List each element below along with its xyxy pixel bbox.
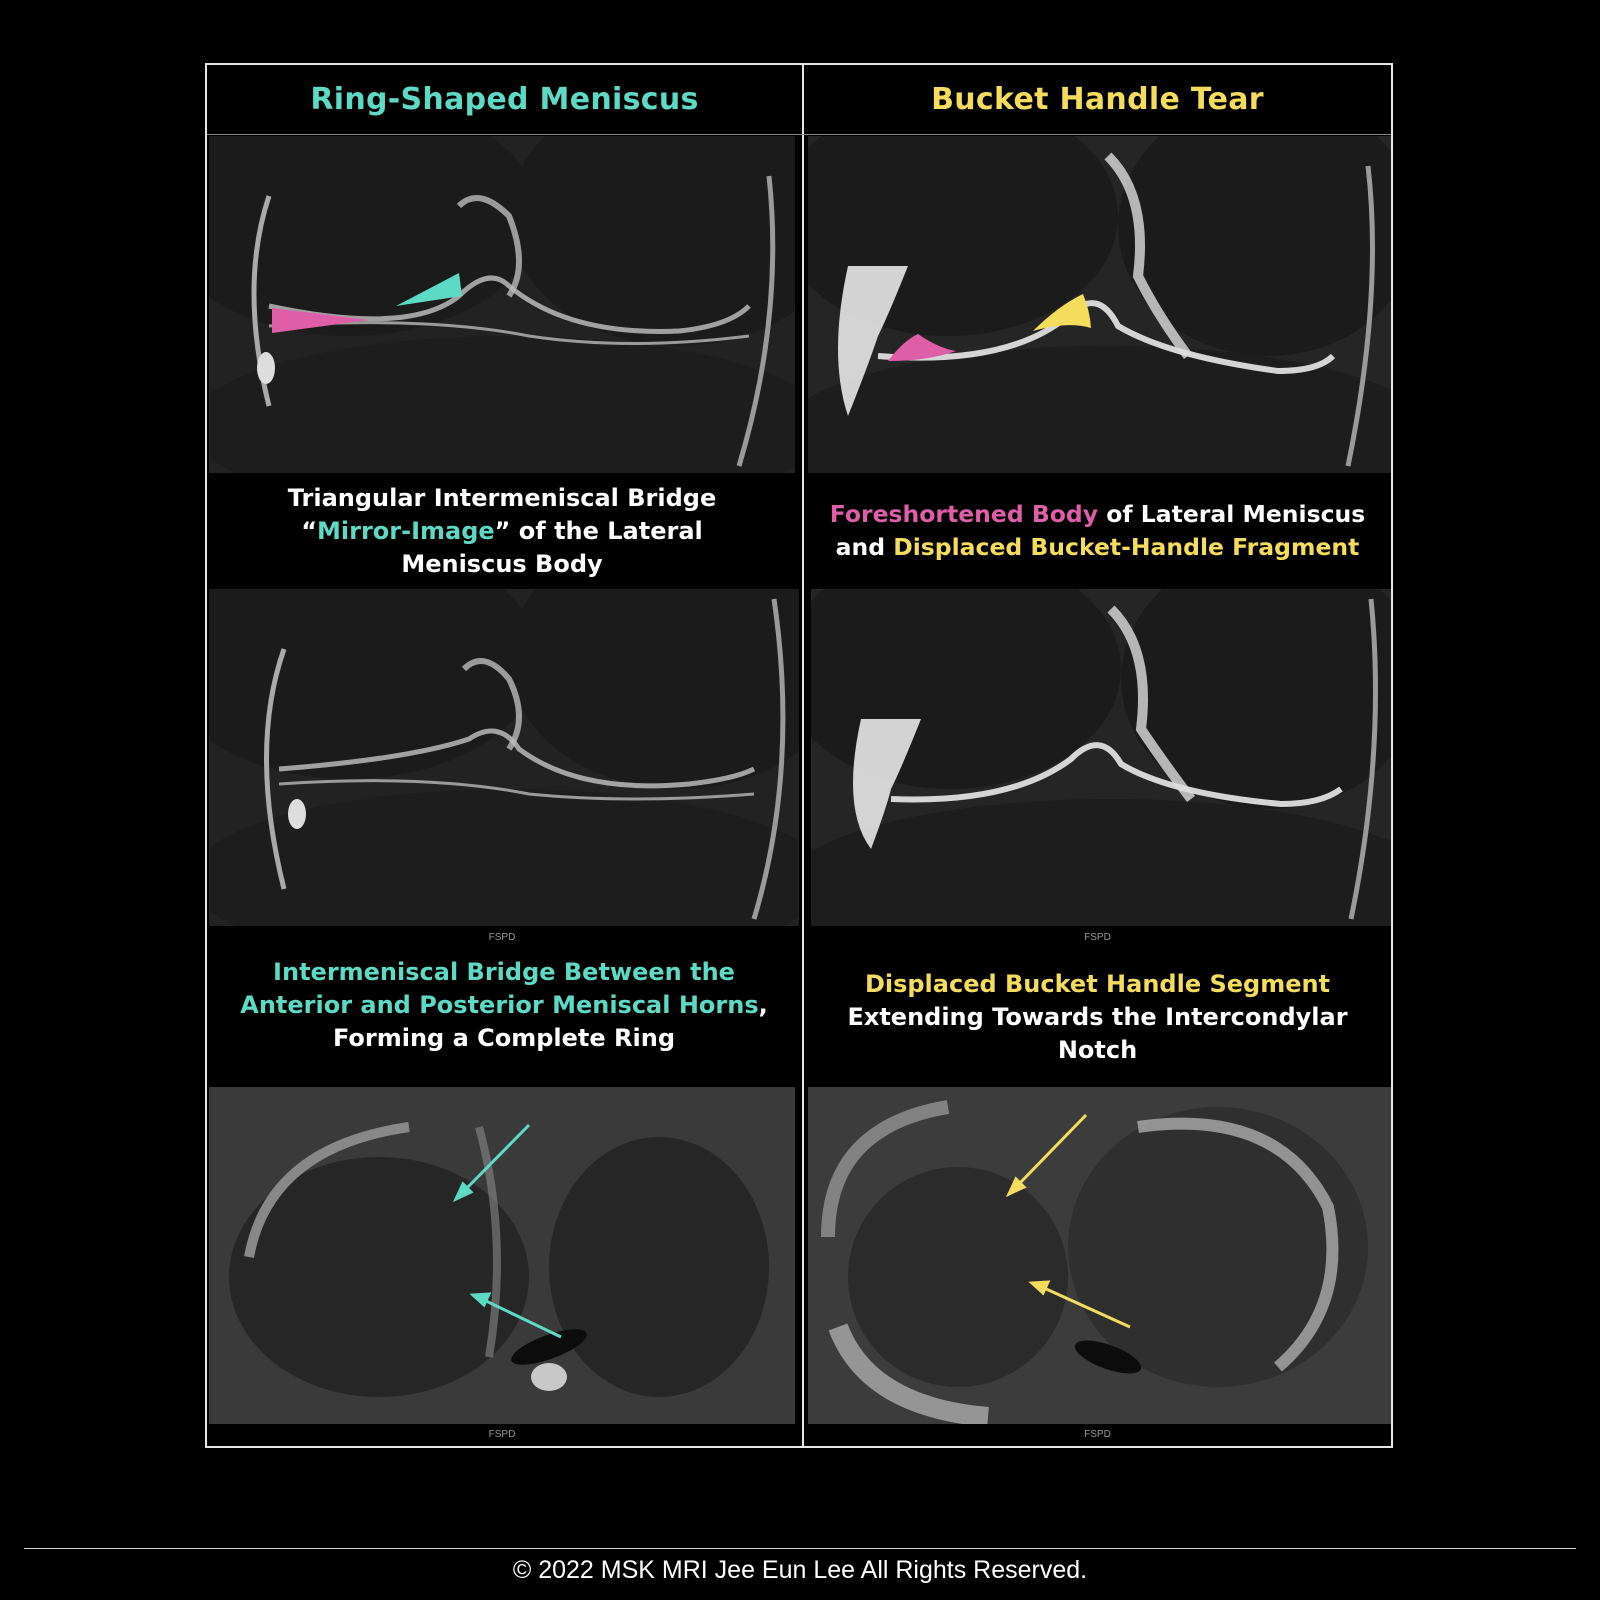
figure-frame [205,63,1393,1448]
title-divider [207,134,1391,135]
mri-axial-bucket [808,1087,1391,1424]
caption-line: Foreshortened Body of Lateral Meniscus [829,500,1366,528]
caption-highlight: Mirror-Image [317,516,495,545]
mri-coronal-bucket-annotated [808,136,1391,473]
left-caption-1 [209,473,795,589]
sequence-label: FSPD [488,1429,516,1440]
caption-line: and Displaced Bucket-Handle Fragment [835,533,1360,561]
sequence-label: FSPD [488,932,516,943]
mri-axial-ring [209,1087,795,1424]
caption-line: Forming a Complete Ring [332,1023,676,1052]
caption-line: Meniscus Body [401,549,603,578]
right-caption-1 [804,473,1391,589]
sequence-label: FSPD [1084,932,1111,943]
caption-line: Triangular Intermeniscal Bridge [287,483,717,512]
caption-highlight: Anterior and Posterior Meniscal Horns [240,990,759,1019]
column-divider [802,65,804,1446]
caption-highlight: Displaced Bucket-Handle Fragment [893,533,1360,561]
mri-coronal-ring-annotated [209,136,795,473]
right-column-title: Bucket Handle Tear [931,82,1264,117]
caption-line: Extending Towards the Intercondylar [847,1002,1348,1031]
caption-line: Notch [1057,1035,1138,1064]
footer-divider [24,1548,1576,1549]
caption-highlight: Displaced Bucket Handle Segment [864,969,1331,998]
mri-coronal-bucket [811,589,1391,926]
left-column-title: Ring-Shaped Meniscus [310,82,699,117]
caption-line: Anterior and Posterior Meniscal Horns, [240,990,768,1019]
caption-highlight: Foreshortened Body [829,500,1099,528]
copyright-notice: © 2022 MSK MRI Jee Eun Lee All Rights Reserved. [512,1556,1088,1584]
caption-highlight: Intermeniscal Bridge Between the [273,957,735,986]
caption-line: “Mirror-Image” of the Lateral [301,516,703,545]
mri-coronal-ring [209,589,799,926]
right-caption-2 [804,947,1391,1087]
sequence-label: FSPD [1084,1429,1111,1440]
left-caption-2 [209,947,799,1063]
